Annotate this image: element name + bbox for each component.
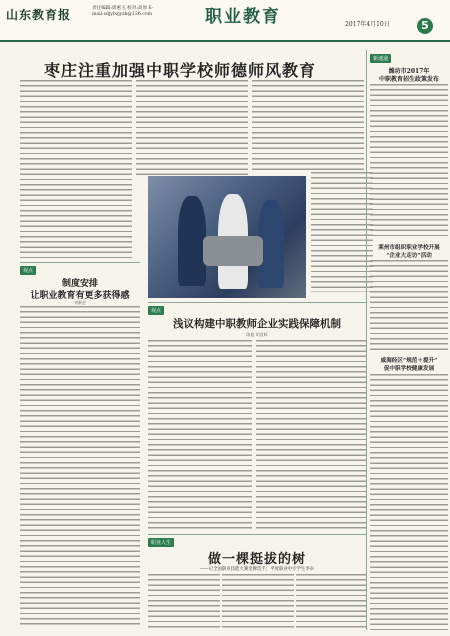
policy-article-body	[20, 306, 140, 626]
middle-article-column-1	[148, 340, 252, 530]
sidebar-item2-title: 莱州市组织职业学校开展	[378, 245, 440, 251]
section-title: 职业教育	[205, 7, 281, 27]
feature-title: 做一棵挺拔的树	[207, 552, 306, 567]
sidebar-item2-subtitle: “企业大走访”活动	[386, 253, 432, 259]
lead-article-column-3	[252, 80, 364, 172]
policy-title: 制度安排	[61, 279, 98, 289]
photo-figure-left	[178, 196, 206, 286]
middle-divider	[148, 302, 366, 303]
issue-date: 2017年4月10日	[345, 21, 390, 28]
page-number: 5	[417, 18, 433, 34]
middle-title: 浅议构建中职教师企业实践保障机制	[173, 318, 341, 330]
sidebar-item1-title: 潍坊市2017年	[388, 68, 430, 75]
policy-subtitle: 让职业教育有更多获得感	[30, 291, 130, 301]
photo-caption-text	[311, 172, 373, 292]
middle-article-column-2	[256, 340, 366, 530]
workshop-photo	[148, 176, 306, 298]
middle-byline: 陈旭 胡君辉	[246, 332, 268, 337]
lead-headline: 枣庄注重加强中职学校师德师风教育	[43, 61, 316, 80]
feature-column-1	[148, 574, 220, 628]
editor-info: 责任编辑:周惠玉 校对:高原 E-mail:sdjybzjyzk@126.com	[92, 6, 154, 17]
feature-column-2	[222, 574, 294, 628]
photo-machine	[203, 236, 263, 266]
feature-subtitle: ——记全国职业技能大赛金牌选手、平度职业中专学生李卓	[199, 567, 315, 572]
lead-article-column-2	[136, 80, 248, 175]
policy-divider	[20, 262, 140, 263]
sidebar-divider	[366, 50, 367, 630]
sidebar-item1-subtitle: 中职教育招生政策发布	[378, 76, 439, 83]
sidebar-item3-subtitle: 促中职学校健康发展	[383, 366, 435, 372]
middle-tag: 观点	[148, 306, 164, 315]
feature-column-3	[296, 574, 366, 628]
sidebar-item3-body	[370, 374, 448, 630]
sidebar-item1-body	[370, 84, 448, 239]
newspaper-logo: 山东教育报	[6, 8, 72, 22]
feature-tag: 职业人生	[148, 538, 174, 547]
policy-byline: 刘新会	[74, 300, 86, 305]
sidebar-item3-title: 威海经区“规范＋提升”	[380, 358, 438, 364]
sidebar-item2-body	[370, 260, 448, 352]
sidebar-tag: 新速递	[370, 54, 391, 63]
policy-tag: 观点	[20, 266, 36, 275]
lead-article-column-1	[20, 80, 132, 260]
feature-divider	[148, 534, 366, 535]
